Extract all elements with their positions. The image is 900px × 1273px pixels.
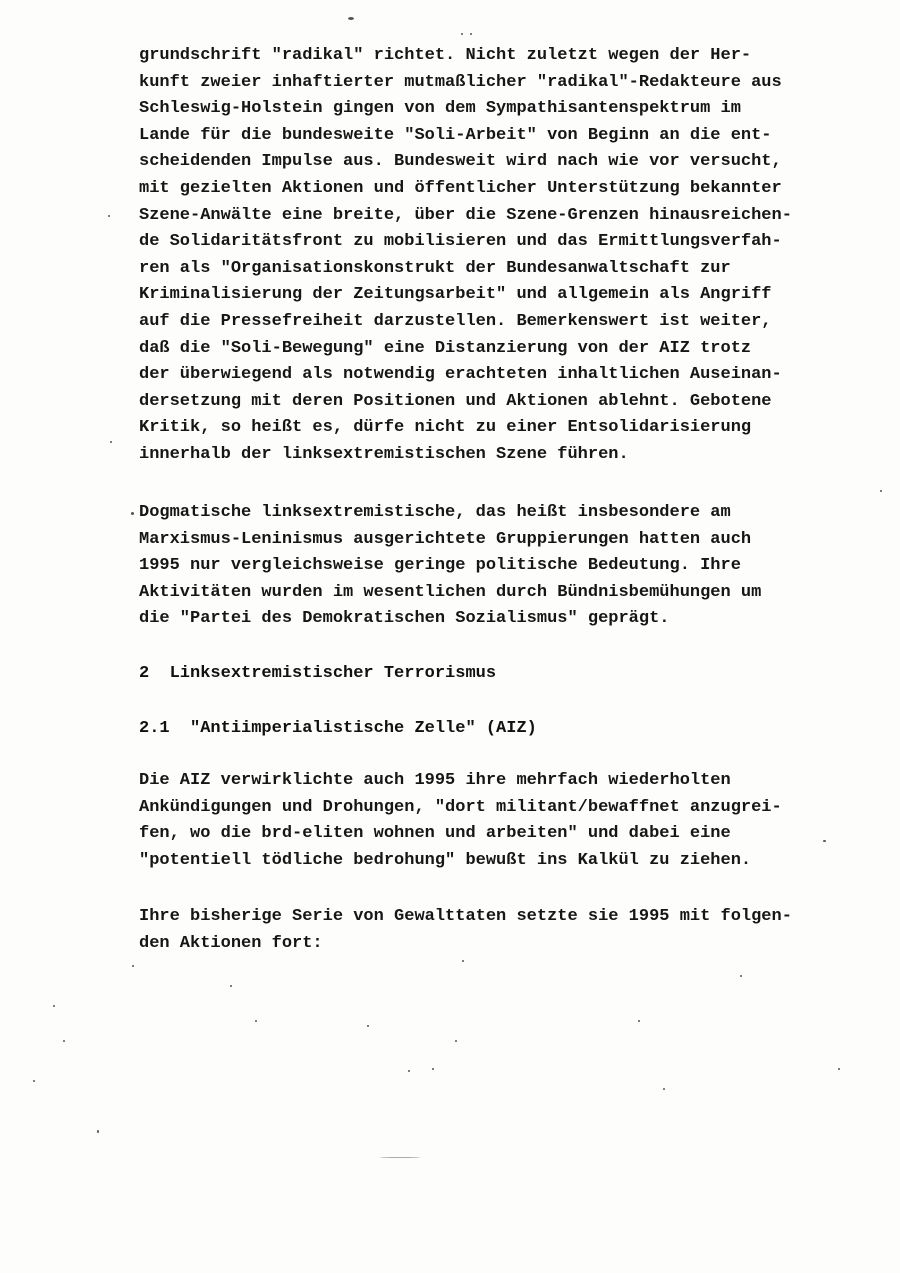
scan-speck [455,1040,457,1042]
text-line: auf die Pressefreiheit darzustellen. Bemerkenswert ist weiter, [139,311,772,331]
scan-speck [53,1005,55,1007]
scan-speck [823,840,826,842]
text-line: Kritik, so heißt es, dürfe nicht zu einer Entsolidarisierung [139,418,752,438]
scan-speck [432,1068,434,1070]
text-line: scheidenden Impulse aus. Bundesweit wird nach wie vor versucht, [139,152,782,172]
text-line: Marxismus-Leninismus ausgerichtete Gruppierungen hatten auch [139,529,752,549]
scan-speck [663,1088,665,1090]
scan-speck [461,33,463,35]
text-line: Aktivitäten wurden im wesentlichen durch Bündnisbemühungen um [139,582,762,602]
scan-speck [638,1020,640,1022]
text-line: grundschrift "radikal" richtet. Nicht zuletzt wegen der Her- [139,46,752,65]
scan-speck [255,1020,257,1022]
scan-speck [97,1130,99,1133]
scan-speck [33,1080,35,1082]
text-line: ren als "Organisationskonstrukt der Bundesanwaltschaft zur [139,258,731,278]
scan-speck [367,1025,369,1027]
text-line: der überwiegend als notwendig erachteten inhaltlichen Auseinan- [139,365,782,385]
text-line: Ankündigungen und Drohungen, "dort militant/bewaffnet anzugrei- [139,797,782,817]
text-line: den Aktionen fort: [139,933,323,953]
paragraph-aiz [139,768,859,874]
scan-speck [408,1070,410,1072]
section-heading: 2 Linksextremistischer Terrorismus [139,664,497,683]
text-line: 1995 nur vergleichsweise geringe politische Bedeutung. Ihre [139,556,741,576]
text-line: dersetzung mit deren Positionen und Aktionen ablehnt. Gebotene [139,391,772,411]
text-line: Ihre bisherige Serie von Gewalttaten setzte sie 1995 mit folgen- [139,907,792,926]
subsection-heading: 2.1 "Antiimperialistische Zelle" (AIZ) [139,719,537,738]
scan-speck [838,1068,840,1070]
scan-speck [131,512,134,515]
text-line: die "Partei des Demokratischen Sozialismus" geprägt. [139,609,670,629]
text-line: Lande für die bundesweite "Soli-Arbeit" von Beginn an die ent- [139,125,772,145]
text-line: fen, wo die brd-eliten wohnen und arbeiten" und dabei eine [139,824,731,844]
text-line: innerhalb der linksextremistischen Szene führen. [139,444,629,464]
scan-speck [470,33,472,35]
text-line: mit gezielten Aktionen und öffentlicher Unterstützung bekannter [139,178,782,198]
scan-speck [740,975,742,977]
text-line: Die AIZ verwirklichte auch 1995 ihre mehrfach wiederholten [139,771,731,790]
text-line: Schleswig-Holstein gingen von dem Sympathisantenspektrum im [139,99,741,119]
scan-speck [348,17,354,20]
scan-speck [110,441,112,443]
paragraph-soli-arbeit [139,43,859,469]
scan-speck [63,1040,65,1042]
text-line: Kriminalisierung der Zeitungsarbeit" und allgemein als Angriff [139,285,772,305]
scan-speck [108,215,110,217]
text-line: Szene-Anwälte eine breite, über die Szene-Grenzen hinausreichen- [139,205,792,225]
text-line: kunft zweier inhaftierter mutmaßlicher "radikal"-Redakteure aus [139,72,782,92]
paragraph-serie [139,904,859,957]
scan-speck [230,985,232,987]
text-line: Dogmatische linksextremistische, das heißt insbesondere am [139,503,731,522]
paragraph-dogmatische [139,500,859,633]
text-line: daß die "Soli-Bewegung" eine Distanzierung von der AIZ trotz [139,338,752,358]
scan-speck [380,1157,420,1158]
scan-speck [132,965,134,967]
scan-speck [462,960,464,962]
scan-speck [880,490,882,492]
text-line: de Solidaritätsfront zu mobilisieren und das Ermittlungsverfah- [139,232,782,252]
text-line: "potentiell tödliche bedrohung" bewußt ins Kalkül zu ziehen. [139,850,752,870]
